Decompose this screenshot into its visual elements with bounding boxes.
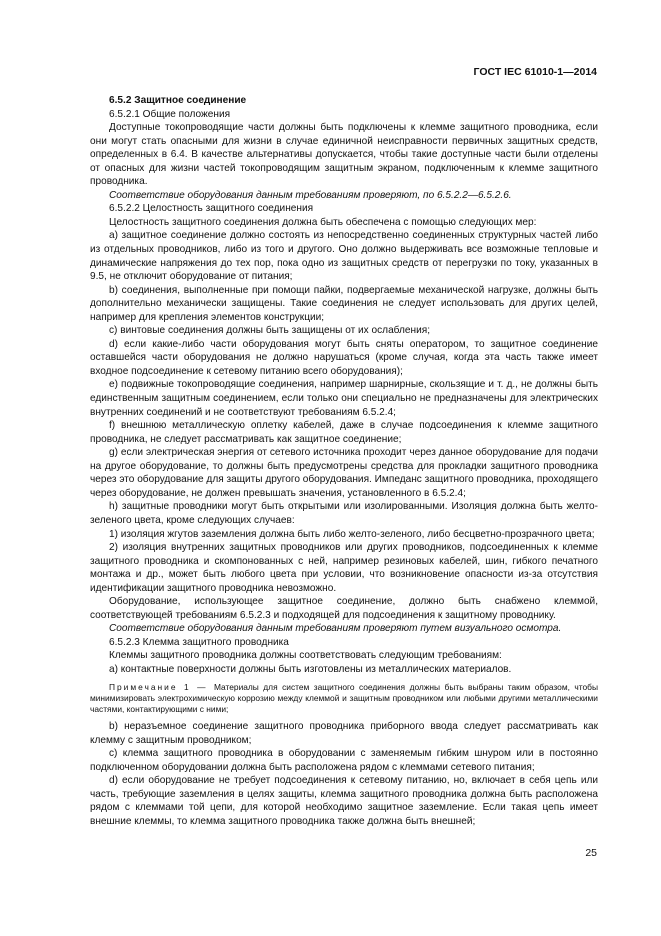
paragraph: c) винтовые соединения должны быть защищены от их ослабления; <box>109 325 430 337</box>
paragraph: 6.5.2.2 Целостность защитного соединения <box>109 203 314 215</box>
note <box>90 682 598 716</box>
note-text: Материалы для систем защитного соединения должны быть выбраны таким образом, чтобы минимизировать электрохимическую коррозию между клеммой и защитным проводником или любыми другими металлическими частями, контактирующими с ними; <box>90 681 598 714</box>
paragraph: b) неразъемное соединение защитного проводника приборного ввода следует рассматривать как клемму с защитным проводником; <box>90 721 598 746</box>
paragraph: a) контактные поверхности должны быть изготовлены из металлических материалов. <box>109 663 512 675</box>
paragraph: Соответствие оборудования данным требованиям проверяют путем визуального осмотра. <box>109 623 562 635</box>
paragraph: 6.5.2.3 Клемма защитного проводника <box>109 636 289 648</box>
paragraph: Соответствие оборудования данным требованиям проверяют, по 6.5.2.2—6.5.2.6. <box>109 189 512 201</box>
paragraph: a) защитное соединение должно состоять из непосредственно соединенных структурных частей либо из отдельных проводников, либо из того и другого. Оно должно выдерживать все возможные тепловые и динамические напряжения до тех пор, пока одно из защитных средств от перегрузки по току, указанных в 9.5, не отключит оборудование от питания; <box>90 230 598 283</box>
note-label: Примечание 1 — <box>109 681 214 692</box>
paragraph: 2) изоляция внутренних защитных проводников или других проводников, подсоединенных к клемме защитного проводника и скомпонованных с ней, например резиновых кабелей, шин, гибкого печатного монтажа и др., может быть любого цвета при условии, что возникновение опасности из-за отсутствия идентификации защитного проводника невозможно. <box>90 542 598 594</box>
page-number: 25 <box>585 847 597 859</box>
paragraph: h) защитные проводники могут быть открытыми или изолированными. Изоляция должна быть желто-зеленого цвета, кроме следующих случаев: <box>90 501 598 526</box>
paragraph: Целостность защитного соединения должна быть обеспечена с помощью следующих мер: <box>109 216 537 228</box>
paragraph: 6.5.2.1 Общие положения <box>109 108 231 120</box>
paragraph: c) клемма защитного проводника в оборудовании с заменяемым гибким шнуром или в постоянно подключенном оборудовании должна быть расположена рядом с клеммами сетевого питания; <box>90 748 598 773</box>
paragraph: g) если электрическая энергия от сетевого источника проходит через данное оборудование для подачи на другое оборудование, то должны быть предусмотрены средства для прокладки защитного проводника через это оборудование для защиты другого оборудования. Импеданс защитного проводника, проходящего через оборудование, не должен превышать значения, установленного в 6.5.2.4; <box>90 447 598 499</box>
paragraph: d) если оборудование не требует подсоединения к сетевому питанию, но, включает в себя цепь или часть, требующие заземления в целях защиты, клемма защитного проводника должна быть расположена рядом с клеммами той цепи, для которой необходимо защитное заземление. Если такая цепь имеет внешние клеммы, то клемма защитного проводника также должна быть внешней; <box>90 775 598 827</box>
paragraph: d) если какие-либо части оборудования могут быть сняты оператором, то защитное соединение оставшейся части оборудования не должно нарушаться (кроме случая, когда эта часть также имеет входное подсоединение к сетевому питанию всего оборудования); <box>90 338 598 377</box>
paragraph: Клеммы защитного проводника должны соответствовать следующим требованиям: <box>109 650 502 662</box>
paragraph: b) соединения, выполненные при помощи пайки, подвергаемые механической нагрузке, должны быть дополнительно механически защищены. Такие соединения не следует использовать для других целей, например для крепления элементов конструкции; <box>90 284 598 323</box>
paragraph: e) подвижные токопроводящие соединения, например шарнирные, скользящие и т. д., не должны быть единственным защитным соединением, если только они специально не предназначены для электрических внутренних соединений и не соответствуют требованиям 6.5.2.4; <box>90 379 598 418</box>
paragraph: Доступные токопроводящие части должны быть подключены к клемме защитного проводника, если они могут стать опасными для жизни в случае единичной неисправности первичных защитных средств, определенных в 6.4. В качестве альтернативы допускается, чтобы такие доступные части были отделены от опасных для жизни частей токопроводящим защитным экраном, подключенным к клемме защитного проводника. <box>90 122 598 188</box>
paragraph: f) внешнюю металлическую оплетку кабелей, даже в случае подсоединения к клемме защитного проводника, не следует рассматривать как защитное соединение; <box>90 420 598 445</box>
document-body <box>90 94 598 829</box>
paragraph: 6.5.2 Защитное соединение <box>109 95 247 106</box>
paragraph: 1) изоляция жгутов заземления должна быть либо желто-зеленого, либо бесцветно-прозрачного цвета; <box>109 528 595 540</box>
standard-header: ГОСТ IEC 61010-1—2014 <box>473 66 597 78</box>
paragraph: Оборудование, использующее защитное соединение, должно быть снабжено клеммой, соответствующей требованиям 6.5.2.3 и подходящей для подсоединения к защитному проводнику. <box>90 596 598 621</box>
